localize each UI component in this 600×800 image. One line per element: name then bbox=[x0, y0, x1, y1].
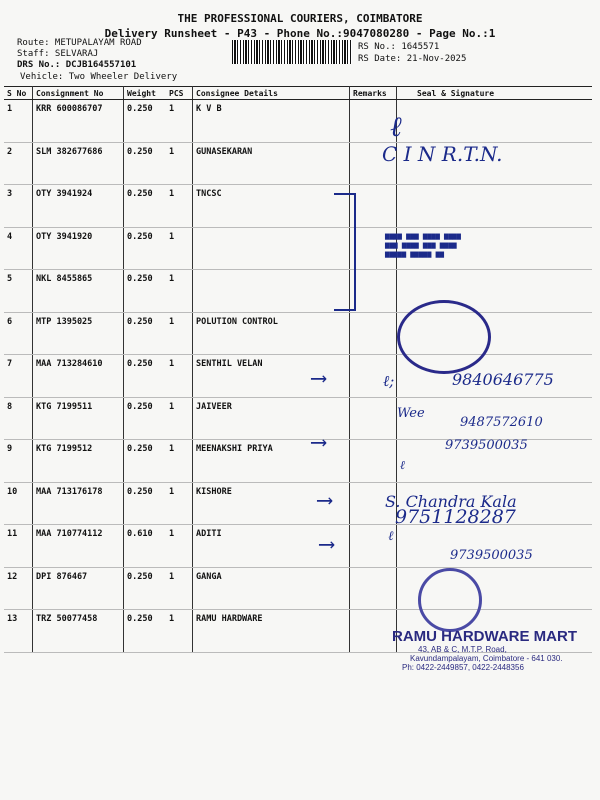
row-consignment: MAA 713176178 bbox=[33, 482, 124, 525]
runsheet-subtitle: Delivery Runsheet - P43 - Phone No.:9047080280 - Page No.:1 bbox=[104, 27, 496, 40]
row-weight: 0.250 bbox=[124, 482, 167, 525]
row-consignee: POLUTION CONTROL bbox=[193, 312, 350, 355]
row-consignee: ADITI bbox=[193, 525, 350, 568]
handwriting-row2: C I N R.T.N. bbox=[382, 142, 503, 166]
row-pcs: 1 bbox=[166, 142, 193, 185]
row-weight: 0.250 bbox=[124, 270, 167, 313]
col-consignee: Consignee Details bbox=[193, 87, 350, 100]
row-pcs: 1 bbox=[166, 440, 193, 483]
row-pcs: 1 bbox=[166, 270, 193, 313]
row-sno: 9 bbox=[4, 440, 33, 483]
signature-row8: Wee bbox=[397, 406, 425, 421]
row-remarks bbox=[350, 397, 397, 440]
barcode-icon bbox=[232, 40, 352, 64]
vehicle-label: Vehicle: Two Wheeler Delivery bbox=[20, 72, 178, 82]
row-pcs: 1 bbox=[166, 100, 193, 143]
row-consignee bbox=[193, 227, 350, 270]
row-weight: 0.250 bbox=[124, 567, 167, 610]
row-consignment: SLM 382677686 bbox=[33, 142, 124, 185]
row-pcs: 1 bbox=[166, 312, 193, 355]
rs-date: RS Date: 21-Nov-2025 bbox=[358, 54, 467, 64]
table-row bbox=[4, 270, 592, 313]
row-pcs: 1 bbox=[166, 355, 193, 398]
row-consignee: JAIVEER bbox=[193, 397, 350, 440]
row-sno: 13 bbox=[4, 610, 33, 653]
table-row bbox=[4, 227, 592, 270]
round-seal-stamp bbox=[397, 300, 491, 374]
handwriting-row9: 9739500035 bbox=[445, 438, 528, 453]
blurred-signature-block: ▆▆▆▆ ▆▆▆ ▆▆▆▆ ▆▆▆▆ ▆▆▆ ▆▆▆▆ ▆▆▆ ▆▆▆▆ ▆▆▆▆▆ ▆▆▆▆▆ ▆▆ bbox=[385, 232, 461, 258]
handwriting-row8: 9487572610 bbox=[460, 415, 543, 430]
arrow-icon: ⟶ bbox=[318, 488, 332, 513]
row-weight: 0.250 bbox=[124, 440, 167, 483]
signature-row11: ℓ bbox=[388, 529, 394, 544]
row-pcs: 1 bbox=[166, 525, 193, 568]
arrow-icon: ⟶ bbox=[312, 366, 326, 391]
row-consignment: MTP 1395025 bbox=[33, 312, 124, 355]
rs-number: RS No.: 1645571 bbox=[358, 42, 440, 52]
row-pcs: 1 bbox=[166, 227, 193, 270]
round-seal-stamp bbox=[418, 568, 482, 632]
row-consignment: OTY 3941924 bbox=[33, 185, 124, 228]
col-signature: Seal & Signature bbox=[397, 87, 593, 100]
row-weight: 0.250 bbox=[124, 227, 167, 270]
row-sno: 8 bbox=[4, 397, 33, 440]
row-pcs: 1 bbox=[166, 185, 193, 228]
signature-row1: ℓ bbox=[390, 110, 402, 143]
row-pcs: 1 bbox=[166, 610, 193, 653]
stamp-address-2: Kavundampalayam, Coimbatore - 641 030. bbox=[410, 654, 563, 663]
row-pcs: 1 bbox=[166, 567, 193, 610]
row-remarks bbox=[350, 610, 397, 653]
row-sno: 1 bbox=[4, 100, 33, 143]
row-sno: 10 bbox=[4, 482, 33, 525]
row-sno: 11 bbox=[4, 525, 33, 568]
row-consignee: RAMU HARDWARE bbox=[193, 610, 350, 653]
stamp-name: RAMU HARDWARE MART bbox=[392, 628, 577, 645]
row-consignment: TRZ 50077458 bbox=[33, 610, 124, 653]
signature-row9: ℓ bbox=[400, 458, 405, 472]
row-sno: 2 bbox=[4, 142, 33, 185]
row-consignment: OTY 3941920 bbox=[33, 227, 124, 270]
row-consignee: KISHORE bbox=[193, 482, 350, 525]
col-weight: Weight bbox=[124, 87, 167, 100]
row-remarks bbox=[350, 440, 397, 483]
table-row bbox=[4, 567, 592, 610]
table-row bbox=[4, 185, 592, 228]
row-consignee: K V B bbox=[193, 100, 350, 143]
row-weight: 0.250 bbox=[124, 100, 167, 143]
row-weight: 0.250 bbox=[124, 610, 167, 653]
handwriting-row10b: 9751128287 bbox=[395, 506, 516, 528]
row-sno: 7 bbox=[4, 355, 33, 398]
row-consignment: KTG 7199512 bbox=[33, 440, 124, 483]
row-signature bbox=[397, 185, 593, 228]
drs-label: DRS No.: DCJB164557101 bbox=[17, 60, 137, 70]
row-weight: 0.250 bbox=[124, 397, 167, 440]
table-header-row bbox=[4, 87, 592, 100]
company-stamp bbox=[392, 628, 577, 672]
row-weight: 0.250 bbox=[124, 185, 167, 228]
row-pcs: 1 bbox=[166, 482, 193, 525]
row-consignee: GUNASEKARAN bbox=[193, 142, 350, 185]
row-remarks bbox=[350, 312, 397, 355]
row-sno: 5 bbox=[4, 270, 33, 313]
staff-label: Staff: SELVARAJ bbox=[17, 49, 99, 59]
row-remarks bbox=[350, 270, 397, 313]
handwriting-row7: 9840646775 bbox=[452, 370, 554, 389]
row-weight: 0.250 bbox=[124, 355, 167, 398]
row-consignee: MEENAKSHI PRIYA bbox=[193, 440, 350, 483]
row-sno: 12 bbox=[4, 567, 33, 610]
row-consignee bbox=[193, 270, 350, 313]
row-consignee: SENTHIL VELAN bbox=[193, 355, 350, 398]
col-sno: S No bbox=[4, 87, 33, 100]
handwriting-row10a: S. Chandra Kala bbox=[385, 492, 517, 511]
col-consignment: Consignment No bbox=[33, 87, 124, 100]
signature-row7: ℓ; bbox=[383, 372, 395, 390]
row-consignment: KTG 7199511 bbox=[33, 397, 124, 440]
row-weight: 0.250 bbox=[124, 312, 167, 355]
col-pcs: PCS bbox=[166, 87, 193, 100]
table-row bbox=[4, 312, 592, 355]
company-title: THE PROFESSIONAL COURIERS, COIMBATORE bbox=[177, 12, 423, 25]
col-remarks: Remarks bbox=[350, 87, 397, 100]
bracket-mark bbox=[334, 193, 356, 311]
row-consignment: MAA 713284610 bbox=[33, 355, 124, 398]
table-row bbox=[4, 142, 592, 185]
row-pcs: 1 bbox=[166, 397, 193, 440]
route-label: Route: METUPALAYAM ROAD bbox=[17, 38, 142, 48]
arrow-icon: ⟶ bbox=[312, 430, 326, 455]
row-consignee: GANGA bbox=[193, 567, 350, 610]
table-row bbox=[4, 100, 592, 143]
stamp-phone: Ph: 0422-2449857, 0422-2448356 bbox=[402, 663, 524, 672]
row-sno: 4 bbox=[4, 227, 33, 270]
row-consignment: MAA 710774112 bbox=[33, 525, 124, 568]
stamp-address-1: 43, AB & C, M.T.P. Road, bbox=[418, 645, 507, 654]
row-weight: 0.610 bbox=[124, 525, 167, 568]
row-remarks bbox=[350, 185, 397, 228]
row-consignment: DPI 876467 bbox=[33, 567, 124, 610]
row-sno: 3 bbox=[4, 185, 33, 228]
row-consignee: TNCSC bbox=[193, 185, 350, 228]
row-consignment: NKL 8455865 bbox=[33, 270, 124, 313]
row-weight: 0.250 bbox=[124, 142, 167, 185]
row-consignment: KRR 600086707 bbox=[33, 100, 124, 143]
row-signature bbox=[397, 100, 593, 143]
row-sno: 6 bbox=[4, 312, 33, 355]
handwriting-row11: 9739500035 bbox=[450, 548, 533, 563]
arrow-icon: ⟶ bbox=[320, 532, 334, 557]
row-remarks bbox=[350, 567, 397, 610]
